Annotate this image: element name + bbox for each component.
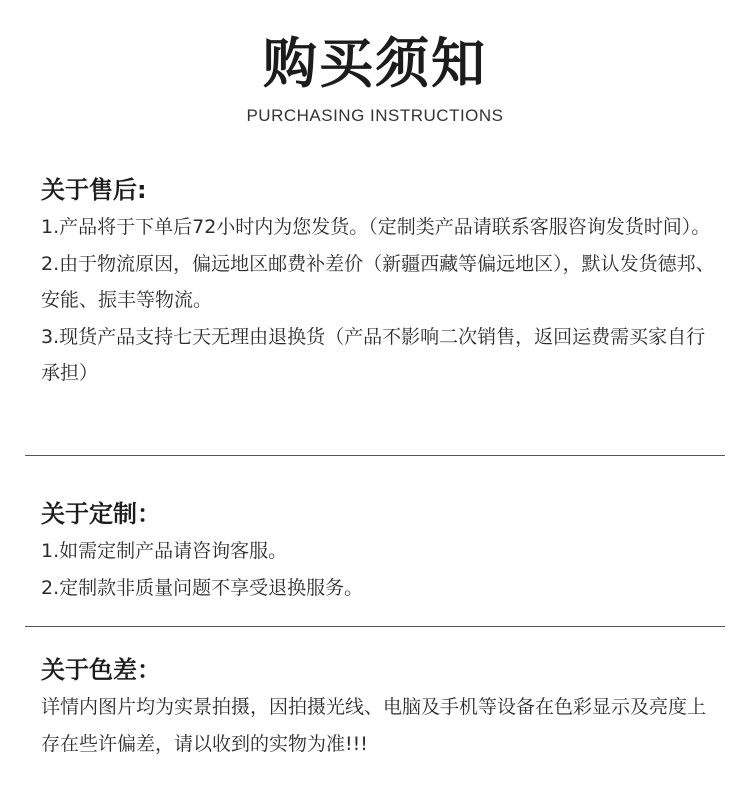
customization-item-1: 1.如需定制产品请咨询客服。 xyxy=(41,540,288,562)
color-difference-section xyxy=(41,653,721,762)
after-sales-item-2: 2.由于物流原因，偏远地区邮费补差价（新疆西藏等偏远地区），默认发货德邦、安能、振丰等物流。 xyxy=(41,252,715,311)
color-difference-heading: 关于色差： xyxy=(41,656,161,684)
color-difference-text: 详情内图片均为实景拍摄，因拍摄光线、电脑及手机等设备在色彩显示及亮度上存在些许偏差，请以收到的实物为准!!! xyxy=(41,696,707,755)
section-divider xyxy=(25,626,725,627)
page-subtitle: PURCHASING INSTRUCTIONS xyxy=(246,106,504,125)
after-sales-item-1: 1.产品将于下单后72小时内为您发货。（定制类产品请联系客服咨询发货时间）。 xyxy=(41,216,711,238)
customization-heading: 关于定制： xyxy=(41,500,161,528)
after-sales-item-3: 3.现货产品支持七天无理由退换货（产品不影响二次销售，返回运费需买家自行承担） xyxy=(41,325,706,384)
customization-section xyxy=(41,497,721,606)
page-title: 购买须知 xyxy=(263,32,487,95)
after-sales-heading: 关于售后: xyxy=(41,176,147,204)
after-sales-section xyxy=(41,173,721,392)
customization-item-2: 2.定制款非质量问题不享受退换服务。 xyxy=(41,576,364,599)
section-divider xyxy=(25,455,725,456)
